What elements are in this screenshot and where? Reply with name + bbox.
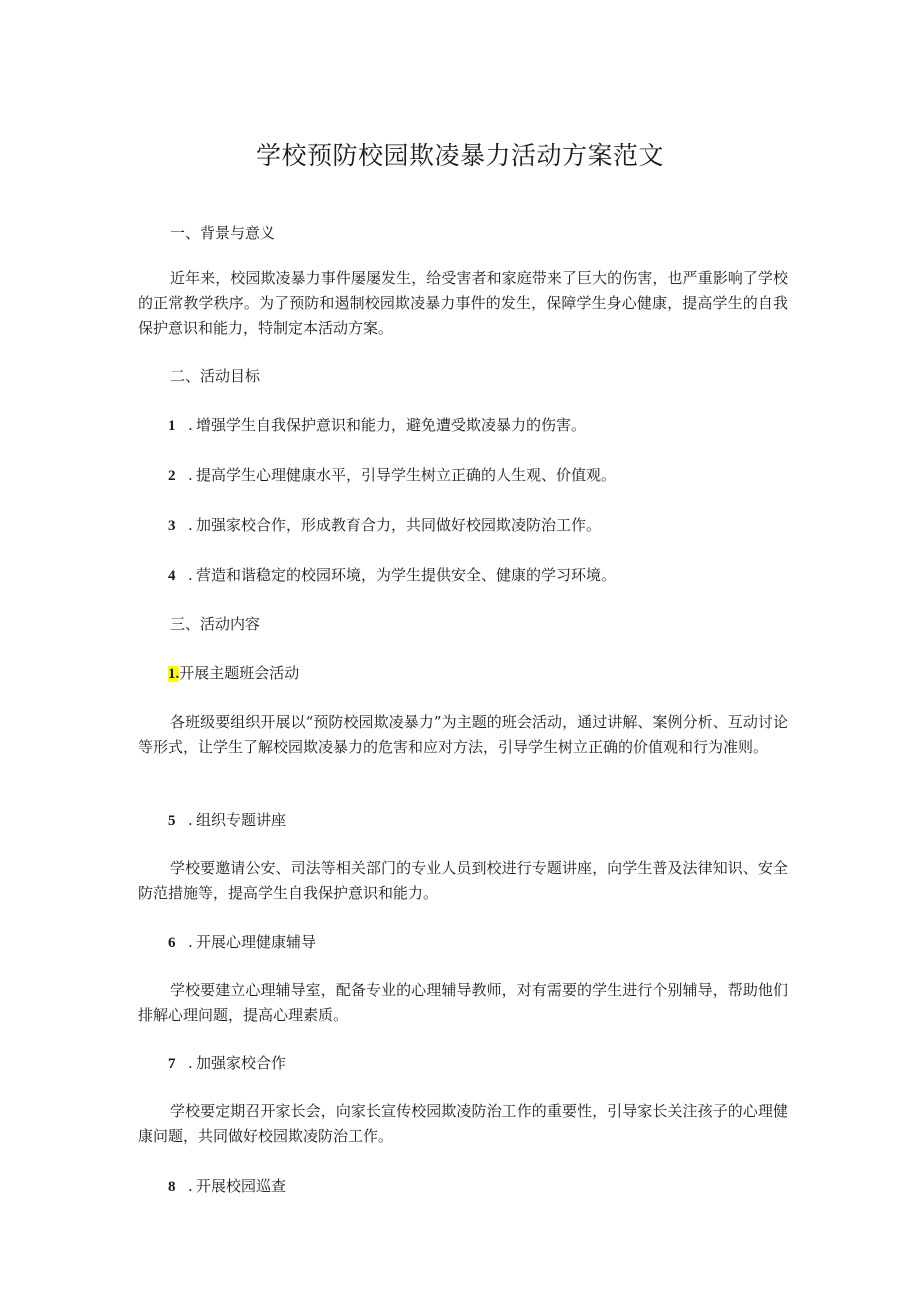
activity-description: 学校要建立心理辅导室，配备专业的心理辅导教师，对有需要的学生进行个别辅导，帮助他们排解心理问题，提高心理素质。 [138, 981, 788, 1024]
section-heading-background: 一、背景与意义 [170, 224, 276, 242]
goal-text: 营造和谐稳定的校园环境，为学生提供安全、健康的学习环境。 [196, 566, 617, 584]
document-title: 学校预防校园欺凌暴力活动方案范文 [255, 141, 664, 170]
goal-item: 2 . 提高学生心理健康水平，引导学生树立正确的人生观、价值观。 [168, 463, 818, 489]
goal-number: 4 [168, 568, 176, 584]
section-heading-activities: 三、活动内容 [170, 615, 261, 633]
activity-title: 7 . 加强家校合作 [168, 1051, 818, 1077]
activity-title-text: 开展校园巡查 [196, 1177, 287, 1195]
activity-number-highlighted: 1. [168, 666, 180, 682]
activity-title: 8 . 开展校园巡查 [168, 1174, 818, 1200]
activity-number: 7 [168, 1056, 176, 1072]
activity-description: 各班级要组织开展以“预防校园欺凌暴力”为主题的班会活动，通过讲解、案例分析、互动讨论等形式，让学生了解校园欺凌暴力的危害和应对方法，引导学生树立正确的价值观和行为准则。 [138, 713, 788, 756]
goal-number: 2 [168, 468, 176, 484]
activity-title-text: 开展主题班会活动 [179, 664, 300, 682]
goal-number: 3 [168, 518, 176, 534]
activity-title-text: 开展心理健康辅导 [196, 933, 317, 951]
activity-number: 8 [168, 1179, 176, 1195]
activity-title-text: 加强家校合作 [196, 1054, 287, 1072]
goal-item: 4 . 营造和谐稳定的校园环境，为学生提供安全、健康的学习环境。 [168, 563, 818, 589]
goal-text: 增强学生自我保护意识和能力，避免遭受欺凌暴力的伤害。 [196, 416, 587, 434]
section-heading-goals: 二、活动目标 [170, 367, 261, 385]
activity-title-text: 组织专题讲座 [196, 811, 287, 829]
activity-description: 学校要定期召开家长会，向家长宣传校园欺凌防治工作的重要性，引导家长关注孩子的心理健康问题，共同做好校园欺凌防治工作。 [138, 1102, 788, 1145]
goal-item: 1 . 增强学生自我保护意识和能力，避免遭受欺凌暴力的伤害。 [168, 413, 818, 439]
activity-title: 6 . 开展心理健康辅导 [168, 930, 818, 956]
activity-number: 6 [168, 935, 176, 951]
goal-text: 加强家校合作，形成教育合力，共同做好校园欺凌防治工作。 [196, 516, 602, 534]
section-paragraph-background: 近年来，校园欺凌暴力事件屡屡发生，给受害者和家庭带来了巨大的伤害，也严重影响了学校的正常教学秩序。为了预防和遏制校园欺凌暴力事件的发生，保障学生身心健康，提高学生的自我保护意识和能力，特制定本活动方案。 [138, 269, 788, 337]
goal-text: 提高学生心理健康水平，引导学生树立正确的人生观、价值观。 [196, 466, 617, 484]
activity-title: 5 . 组织专题讲座 [168, 808, 818, 834]
goal-item: 3 . 加强家校合作，形成教育合力，共同做好校园欺凌防治工作。 [168, 513, 818, 539]
goal-number: 1 [168, 418, 176, 434]
activity-title [168, 661, 818, 687]
activity-number: 5 [168, 813, 176, 829]
activity-description: 学校要邀请公安、司法等相关部门的专业人员到校进行专题讲座，向学生普及法律知识、安全防范措施等，提高学生自我保护意识和能力。 [138, 859, 788, 902]
